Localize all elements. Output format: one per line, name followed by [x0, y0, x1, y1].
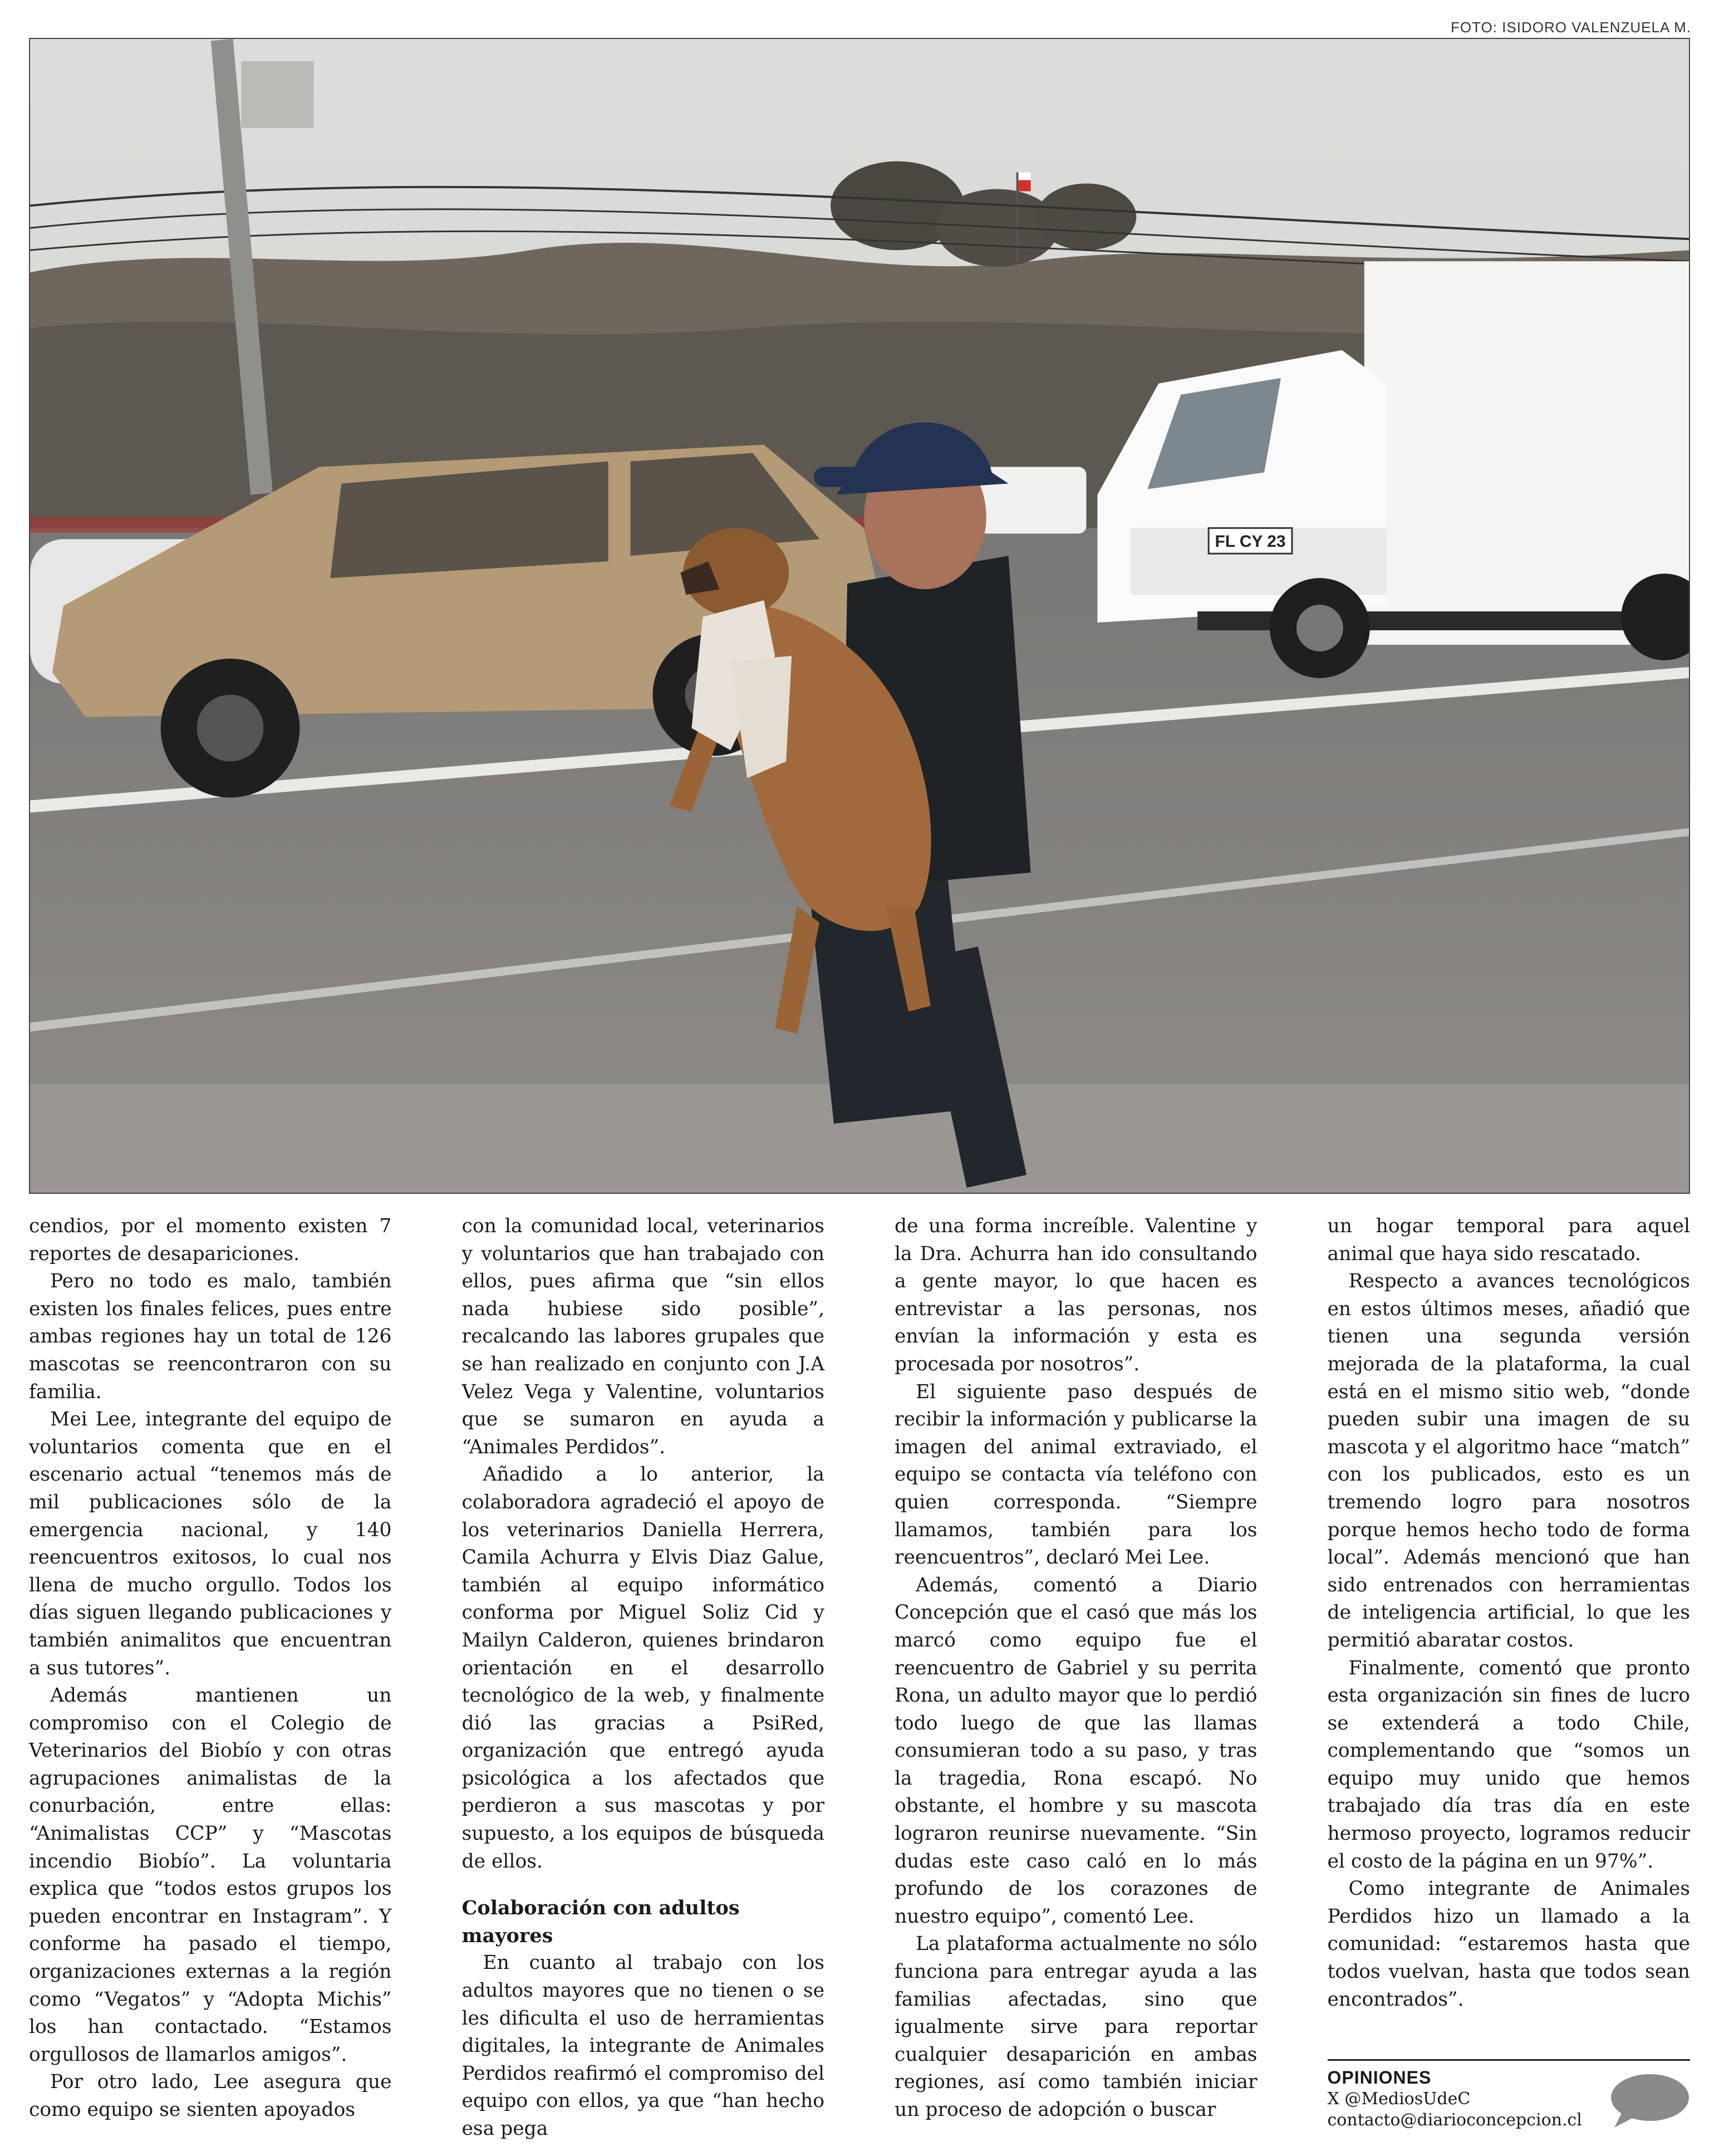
paragraph: con la comunidad local, veterinarios y voluntarios que han trabajado con ellos, pues afirma que “sin ellos nada hubiese sido posible”, recalcando las labores grupales que se han realizado en conjunto con J.A Velez Vega y Valentine, voluntarios que se sumaron en ayuda a “Animales Perdidos”.	[461, 1215, 824, 1458]
opiniones-title: OPINIONES	[1327, 2067, 1432, 2088]
twitter-handle[interactable]: X @MediosUdeC	[1327, 2089, 1471, 2109]
paragraph: Además mantienen un compromiso con el Colegio de Veterinarios del Biobío y con otras agrupaciones animalistas de la conurbación, entre ellas: “Animalistas CCP” y “Mascotas incendio Biobío”. La voluntaria explica que “todos estos grupos los pueden encontrar en Instagram”. Y conforme ha pasado el tiempo, organizaciones externas a la región como “Vegatos” y “Adopta Michis” los han contactado. “Estamos orgullosos de llamarlos amigos”.	[29, 1684, 392, 2066]
photo-credit: FOTO: ISIDORO VALENZUELA M.	[1450, 19, 1691, 36]
paragraph: cendios, por el momento existen 7 reportes de desapariciones.	[29, 1215, 392, 1265]
subhead: Colaboración con adultos mayores	[461, 1897, 740, 1947]
news-photo	[29, 38, 1690, 1194]
contact-email[interactable]: contacto@diarioconcepcion.cl	[1327, 2110, 1582, 2130]
paragraph: La plataforma actualmente no sólo funciona para entregar ayuda a las familias afectadas, sino que igualmente sirve para reportar cualquier desaparición en ambas regiones, así como también iniciar un proceso de adopción o buscar	[895, 1933, 1258, 2121]
paragraph: Finalmente, comentó que pronto esta organización sin fines de lucro se extenderá a todo Chile, complementando que “somos un equipo muy unido que hemos trabajado día tras día en este hermoso proyecto, logramos reducir el costo de la página en un 97%”.	[1327, 1657, 1690, 1873]
paragraph: En cuanto al trabajo con los adultos mayores que no tienen o se les dificulta el uso de herramientas digitales, la integrante de Animales Perdidos reafirmó el compromiso del equipo con ellos, ya que “han hecho esa pega	[461, 1952, 824, 2140]
paragraph: de una forma increíble. Valentine y la Dra. Achurra han ido consultando a gente mayor, lo que hacen es entrevistar a las personas, nos envían la información y esta es procesada por nosotros”.	[895, 1215, 1258, 1375]
paragraph: Respecto a avances tecnológicos en estos últimos meses, añadió que tienen una segunda versión mejorada de la plataforma, la cual está en el mismo sitio web, “donde pueden subir una imagen de su mascota y el algoritmo hace “match” con los publicados, esto es un tremendo logro para nosotros porque hemos hecho todo de forma local”. Además mencionó que han sido entrenados con herramientas de inteligencia artificial, lo que les permitió abaratar costos.	[1327, 1270, 1690, 1652]
rescuer-carrying-dog-illustration	[30, 39, 1689, 1193]
article-column-1	[29, 1213, 392, 2143]
article-column-2	[462, 1213, 825, 2143]
paragraph: Añadido a lo anterior, la colaboradora agradeció el apoyo de los veterinarios Daniella Herrera, Camila Achurra y Elvis Diaz Galue, también al equipo informático conforma por Miguel Soliz Cid y Mailyn Calderon, quienes brindaron orientación en el desarrollo tecnológico de la web, y finalmente dió las gracias a PsiRed, organización que entregó ayuda psicológica a los afectados que perdieron a sus mascotas y por supuesto, a los equipos de búsqueda de ellos.	[461, 1463, 824, 1873]
opiniones-box	[1328, 2059, 1691, 2131]
paragraph: Además, comentó a Diario Concepción que el casó que más los marcó como equipo fue el reencuentro de Gabriel y su perrita Rona, un adulto mayor que lo perdió todo luego de que las llamas consumieran todo a su paso, y tras la tragedia, Rona escapó. No obstante, el hombre y su mascota lograron reunirse nuevamente. “Sin dudas este caso caló en lo más profundo de los corazones de nuestro equipo”, comentó Lee.	[895, 1574, 1258, 1928]
article-columns	[29, 1213, 1690, 2140]
paragraph: Mei Lee, integrante del equipo de voluntarios comenta que en el escenario actual “tenemos más de mil publicaciones sólo de la emergencia nacional, y 140 reencuentros exitosos, lo cual nos llena de mucho orgullo. Todos los días siguen llegando publicaciones y también animalitos que encuentran a sus tutores”.	[29, 1408, 392, 1679]
paragraph: Como integrante de Animales Perdidos hizo un llamado a la comunidad: “estaremos hasta que todos vuelvan, hasta que todos sean encontrados”.	[1327, 1878, 1690, 2011]
truck-plate: FL CY 23	[1215, 532, 1286, 551]
article-column-4	[1328, 1213, 1691, 2143]
article-column-3	[895, 1213, 1258, 2143]
paragraph: El siguiente paso después de recibir la información y publicarse la imagen del animal extraviado, el equipo se contacta vía teléfono con quien corresponda. “Siempre llamamos, también para los reencuentros”, declaró Mei Lee.	[895, 1380, 1258, 1569]
paragraph: Pero no todo es malo, también existen los finales felices, pues entre ambas regiones hay un total de 126 mascotas se reencontraron con su familia.	[29, 1270, 392, 1403]
paragraph: un hogar temporal para aquel animal que haya sido rescatado.	[1327, 1215, 1690, 1265]
speech-bubble-icon	[1607, 2072, 1690, 2130]
paragraph: Por otro lado, Lee asegura que como equipo se sienten apoyados	[29, 2071, 392, 2121]
